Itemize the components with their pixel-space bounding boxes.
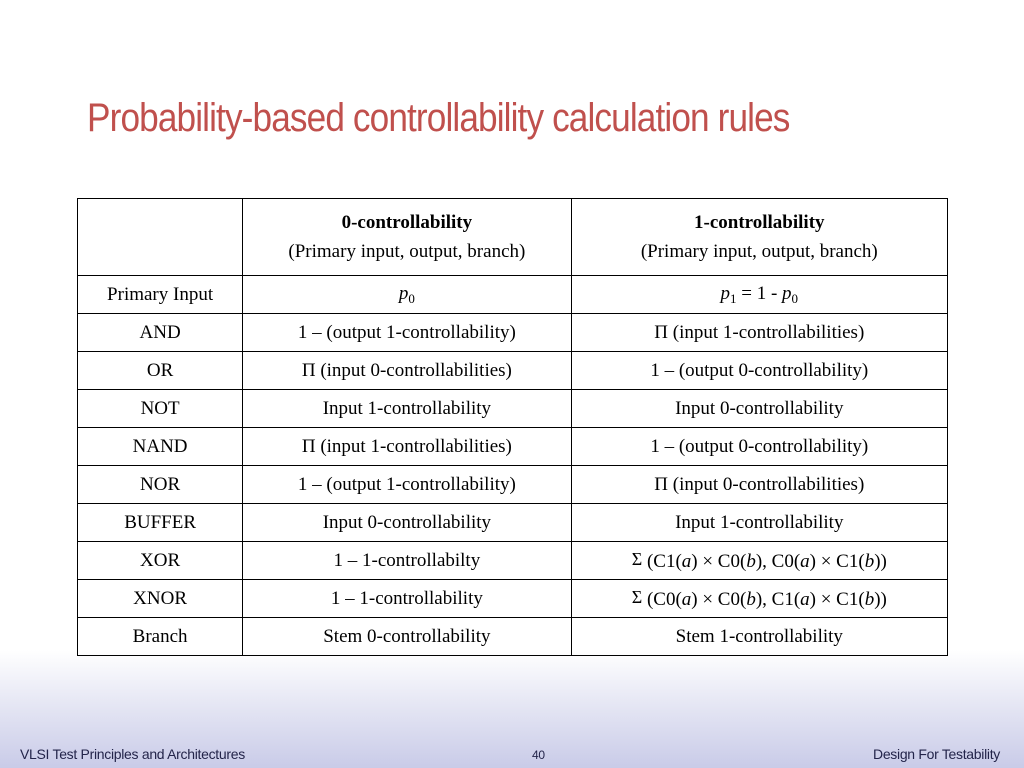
header-0-controllability	[243, 199, 571, 276]
formula-var: a	[681, 588, 692, 610]
formula-var: a	[800, 550, 810, 572]
c0-cell: 1 – (output 1-controllability)	[243, 466, 571, 504]
table-row	[78, 352, 948, 390]
footer-page-number: 40	[532, 748, 545, 762]
formula-var: b	[746, 550, 756, 572]
gate-cell: OR	[78, 352, 243, 390]
c1-cell: Input 1-controllability	[571, 504, 947, 542]
gate-cell: AND	[78, 314, 243, 352]
c0-var: p	[398, 282, 409, 304]
c1-cell: 1 – (output 0-controllability)	[571, 352, 947, 390]
c1-var: p	[720, 282, 730, 304]
c0-cell: Input 1-controllability	[243, 390, 571, 428]
c0-cell	[243, 276, 571, 314]
header-1-title: 1-controllability	[694, 212, 825, 233]
header-1-controllability	[571, 199, 947, 276]
slide-title: Probability-based controllability calculation rules	[87, 96, 790, 140]
table-row	[78, 390, 948, 428]
c0-sub: 0	[408, 290, 415, 306]
gate-cell: NOT	[78, 390, 243, 428]
formula-part: ), C0(	[755, 550, 801, 572]
c1-mid: = 1 -	[736, 282, 783, 304]
footer-chapter-title: Design For Testability	[873, 746, 1000, 762]
c1-cell: Π (input 1-controllabilities)	[571, 314, 947, 352]
formula-part: ) × C0(	[691, 588, 747, 610]
gate-cell: Branch	[78, 618, 243, 656]
c1-cell	[571, 580, 947, 618]
formula-part: ))	[874, 588, 887, 610]
formula-var: a	[681, 550, 692, 572]
table-row-primary-input	[78, 276, 948, 314]
controllability-rules-table	[77, 198, 948, 656]
footer-course-title: VLSI Test Principles and Architectures	[20, 746, 245, 762]
c1-cell: Input 0-controllability	[571, 390, 947, 428]
c0-cell: Stem 0-controllability	[243, 618, 571, 656]
gate-cell: XNOR	[78, 580, 243, 618]
gate-cell: NOR	[78, 466, 243, 504]
c0-cell: 1 – (output 1-controllability)	[243, 314, 571, 352]
table-row	[78, 428, 948, 466]
c1-var2: p	[782, 282, 792, 304]
c1-cell	[571, 276, 947, 314]
formula-part: ), C1(	[755, 588, 801, 610]
c0-cell: 1 – 1-controllabilty	[243, 542, 571, 580]
header-empty-cell	[78, 199, 243, 276]
formula-part: (C0(	[642, 588, 682, 610]
header-0-subtitle: (Primary input, output, branch)	[288, 241, 526, 262]
table-row-xor	[78, 542, 948, 580]
gate-cell: BUFFER	[78, 504, 243, 542]
c1-cell: 1 – (output 0-controllability)	[571, 428, 947, 466]
c0-cell: Π (input 0-controllabilities)	[243, 352, 571, 390]
c1-cell: Stem 1-controllability	[571, 618, 947, 656]
c1-cell: Π (input 0-controllabilities)	[571, 466, 947, 504]
gate-cell: XOR	[78, 542, 243, 580]
gate-cell: NAND	[78, 428, 243, 466]
formula-var: b	[864, 550, 875, 572]
c0-cell: Π (input 1-controllabilities)	[243, 428, 571, 466]
formula-var: a	[800, 588, 810, 610]
formula-part: ) × C1(	[809, 588, 865, 610]
c1-sub2: 0	[791, 290, 799, 306]
sigma-symbol: Σ	[631, 586, 643, 607]
table-header-row	[78, 199, 948, 276]
sigma-symbol: Σ	[631, 548, 643, 569]
header-1-subtitle: (Primary input, output, branch)	[640, 241, 878, 262]
table-row-branch	[78, 618, 948, 656]
formula-part: (C1(	[642, 550, 682, 572]
header-0-title: 0-controllability	[341, 212, 473, 233]
table-row	[78, 466, 948, 504]
table-row-xnor	[78, 580, 948, 618]
table-row	[78, 314, 948, 352]
formula-part: ) × C0(	[691, 550, 747, 572]
c0-cell: 1 – 1-controllability	[243, 580, 571, 618]
formula-part: ) × C1(	[809, 550, 865, 572]
gate-cell: Primary Input	[78, 276, 243, 314]
formula-part: ))	[874, 550, 887, 572]
c1-sub: 1	[730, 290, 737, 306]
c1-cell	[571, 542, 947, 580]
table-row	[78, 504, 948, 542]
c0-cell: Input 0-controllability	[243, 504, 571, 542]
formula-var: b	[864, 588, 875, 610]
formula-var: b	[746, 588, 756, 610]
